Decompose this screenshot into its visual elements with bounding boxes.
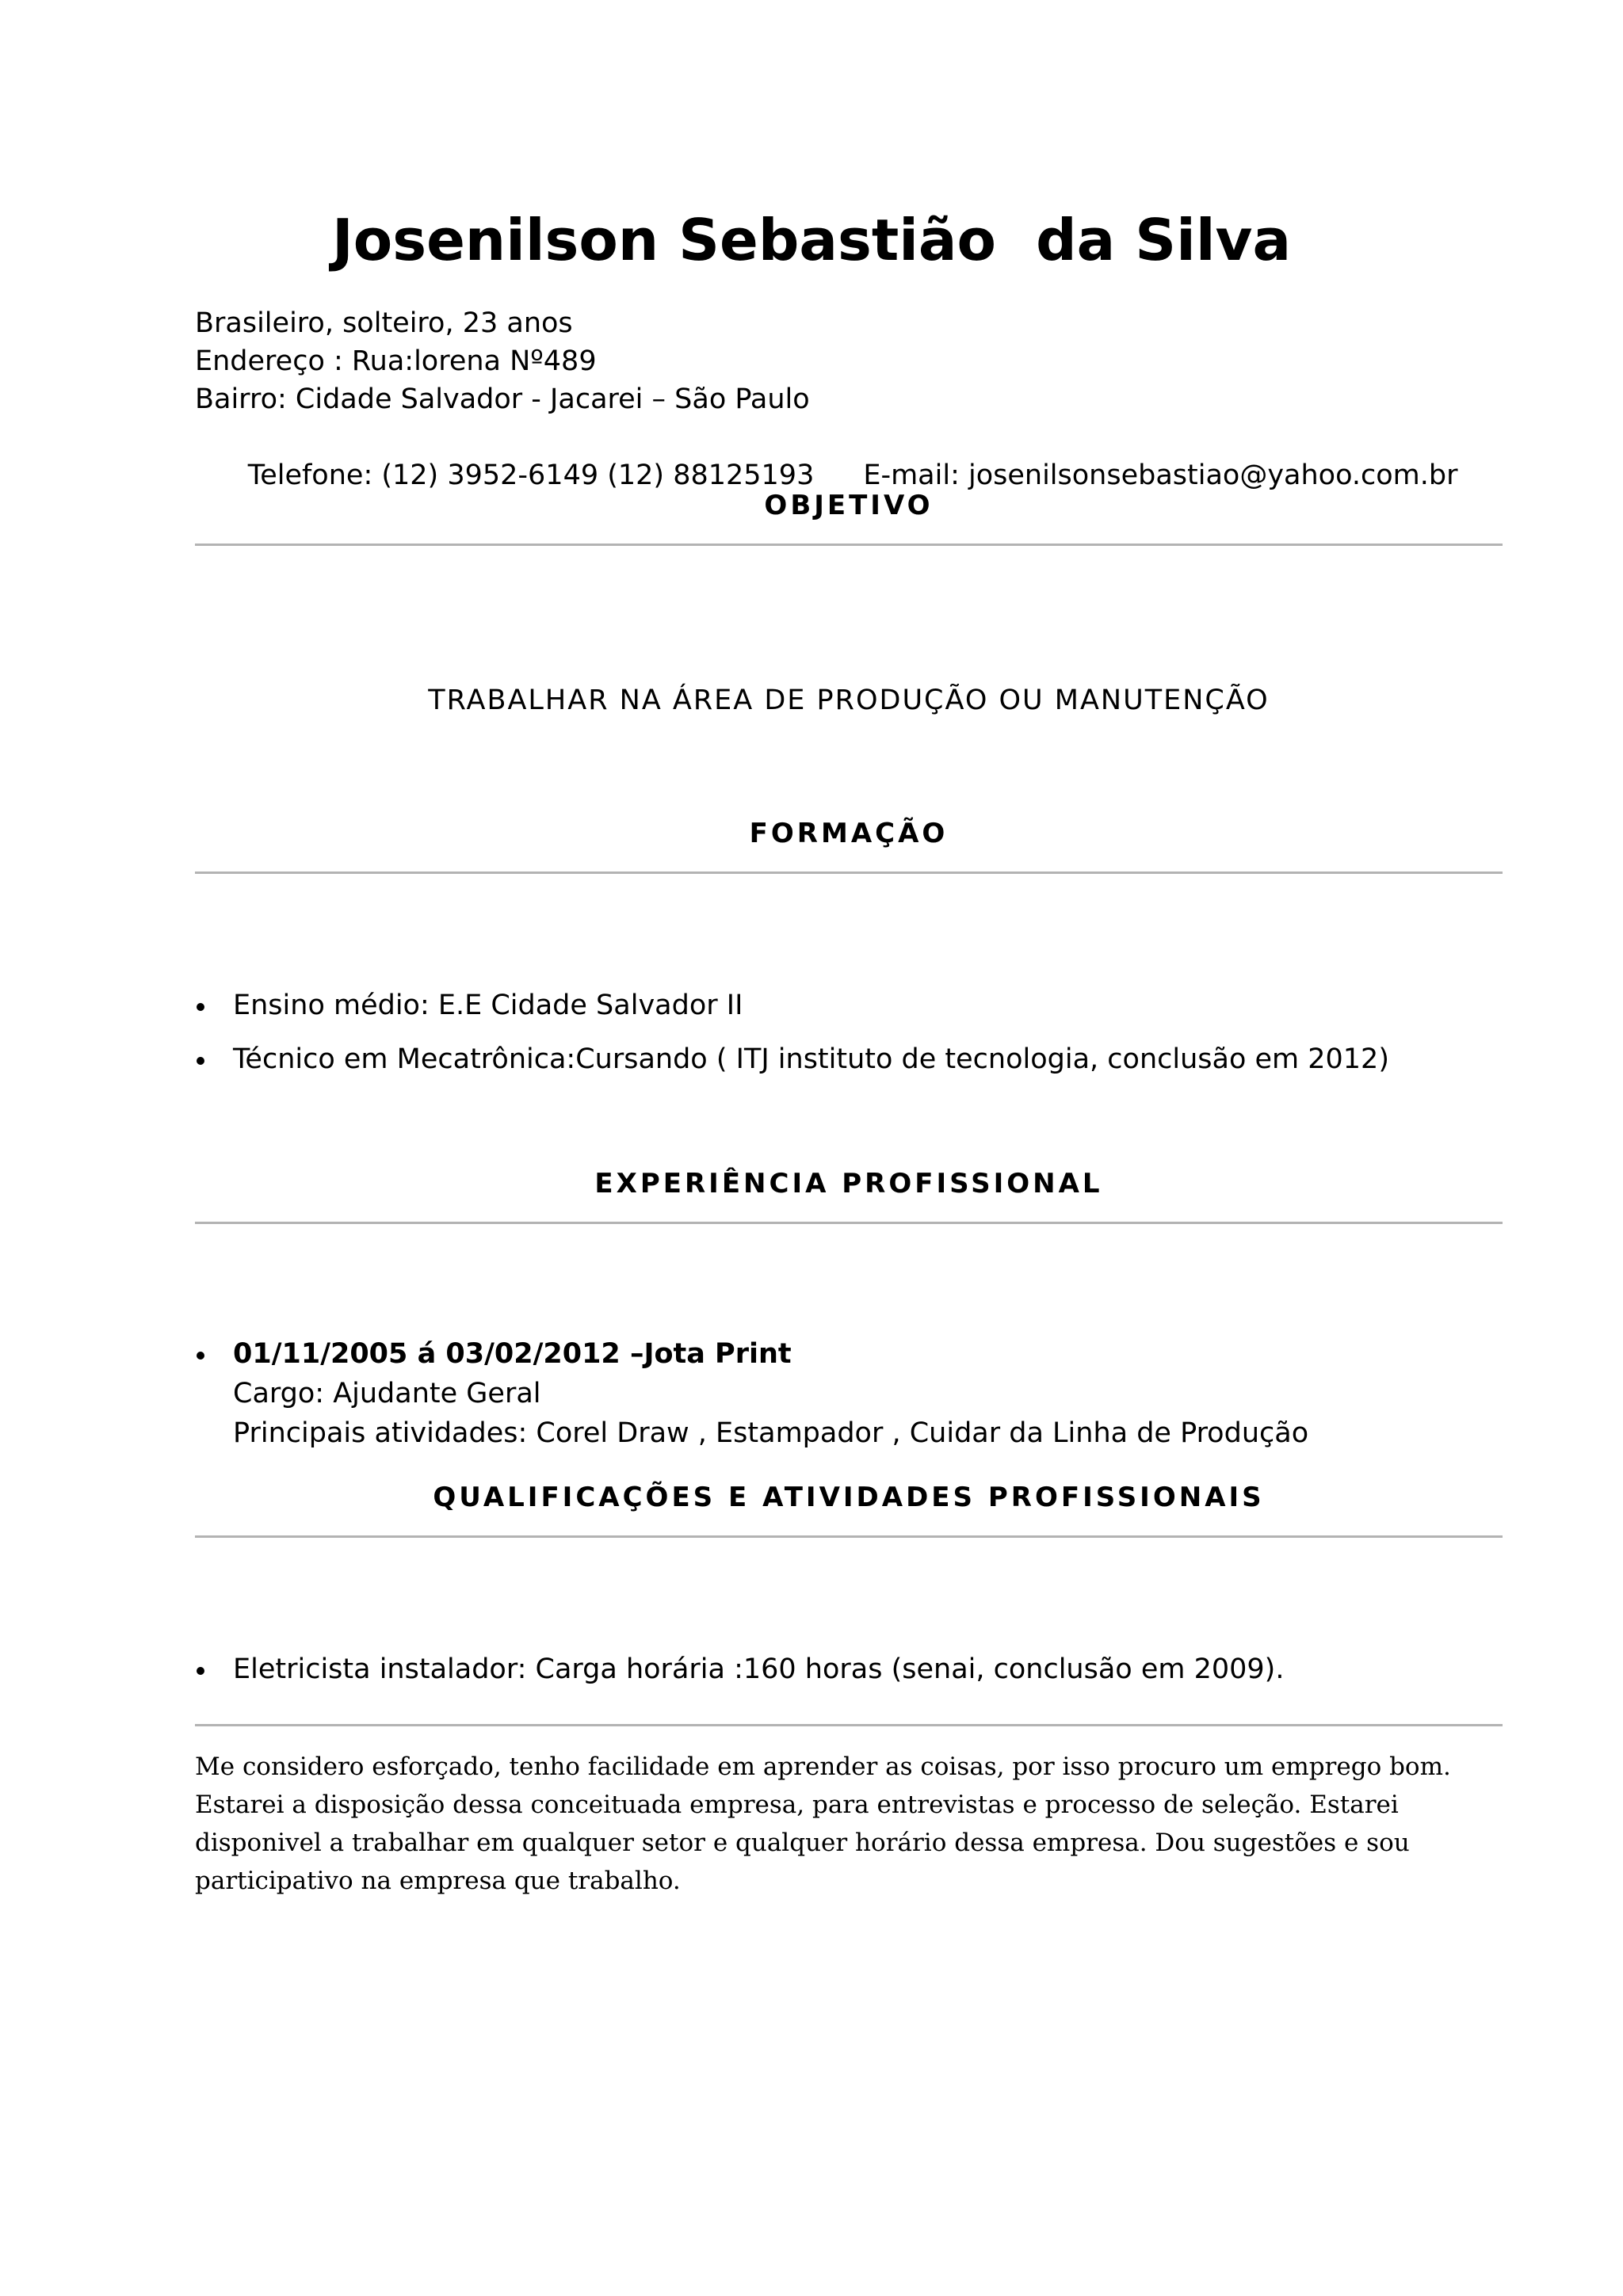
district-line: Bairro: Cidade Salvador - Jacarei – São Paulo (195, 383, 810, 415)
qualifications-divider (195, 1535, 1503, 1538)
closing-divider (195, 1724, 1503, 1726)
objective-heading: OBJETIVO (764, 490, 934, 521)
qualifications-heading: QUALIFICAÇÕES E ATIVIDADES PROFISSIONAIS (433, 1482, 1265, 1513)
personal-details: Brasileiro, solteiro, 23 anos (195, 307, 573, 339)
education-divider (195, 871, 1503, 874)
list-item (195, 1650, 1284, 1689)
list-item (195, 1039, 1389, 1079)
job-period: 01/11/2005 á 03/02/2012 –Jota Print (233, 1338, 792, 1370)
closing-paragraph: Me considero esforçado, tenho facilidade em aprender as coisas, por isso procuro um emprego bom. Estarei a disposição dessa conceituada empresa, para entrevistas e processo de seleção. Estarei disponivel a trabalhar em qualquer setor e qualquer horário dessa empresa. Dou sugestões e sou participativo na empresa que trabalho. (195, 1753, 1451, 1895)
address-line: Endereço : Rua:lorena Nº489 (195, 345, 597, 377)
objective-text: TRABALHAR NA ÁREA DE PRODUÇÃO OU MANUTENÇÃO (428, 685, 1270, 716)
experience-heading: EXPERIÊNCIA PROFISSIONAL (594, 1168, 1103, 1199)
objective-divider (195, 543, 1503, 546)
bullet-icon (197, 1057, 204, 1065)
bullet-icon (197, 1003, 204, 1011)
experience-list (195, 1334, 1308, 1453)
email-line: E-mail: josenilsonsebastiao@yahoo.com.br (863, 460, 1458, 491)
job-entry (195, 1334, 1308, 1453)
qualification-item: Eletricista instalador: Carga horária :160 horas (senai, conclusão em 2009). (233, 1653, 1285, 1685)
job-activities: Principais atividades: Corel Draw , Estampador , Cuidar da Linha de Produção (233, 1417, 1309, 1449)
qualifications-list (195, 1650, 1284, 1689)
job-role: Cargo: Ajudante Geral (233, 1378, 541, 1409)
bullet-icon (197, 1352, 204, 1360)
list-item (195, 986, 1389, 1025)
education-item: Ensino médio: E.E Cidade Salvador II (233, 990, 743, 1021)
education-heading: FORMAÇÃO (749, 818, 949, 849)
phone-line: Telefone: (12) 3952-6149 (12) 88125193 (247, 460, 815, 491)
bullet-icon (197, 1667, 204, 1675)
education-list (195, 986, 1389, 1079)
candidate-name: Josenilson Sebastião da Silva (331, 207, 1292, 273)
education-item: Técnico em Mecatrônica:Cursando ( ITJ instituto de tecnologia, conclusão em 2012) (233, 1043, 1389, 1075)
experience-divider (195, 1222, 1503, 1224)
